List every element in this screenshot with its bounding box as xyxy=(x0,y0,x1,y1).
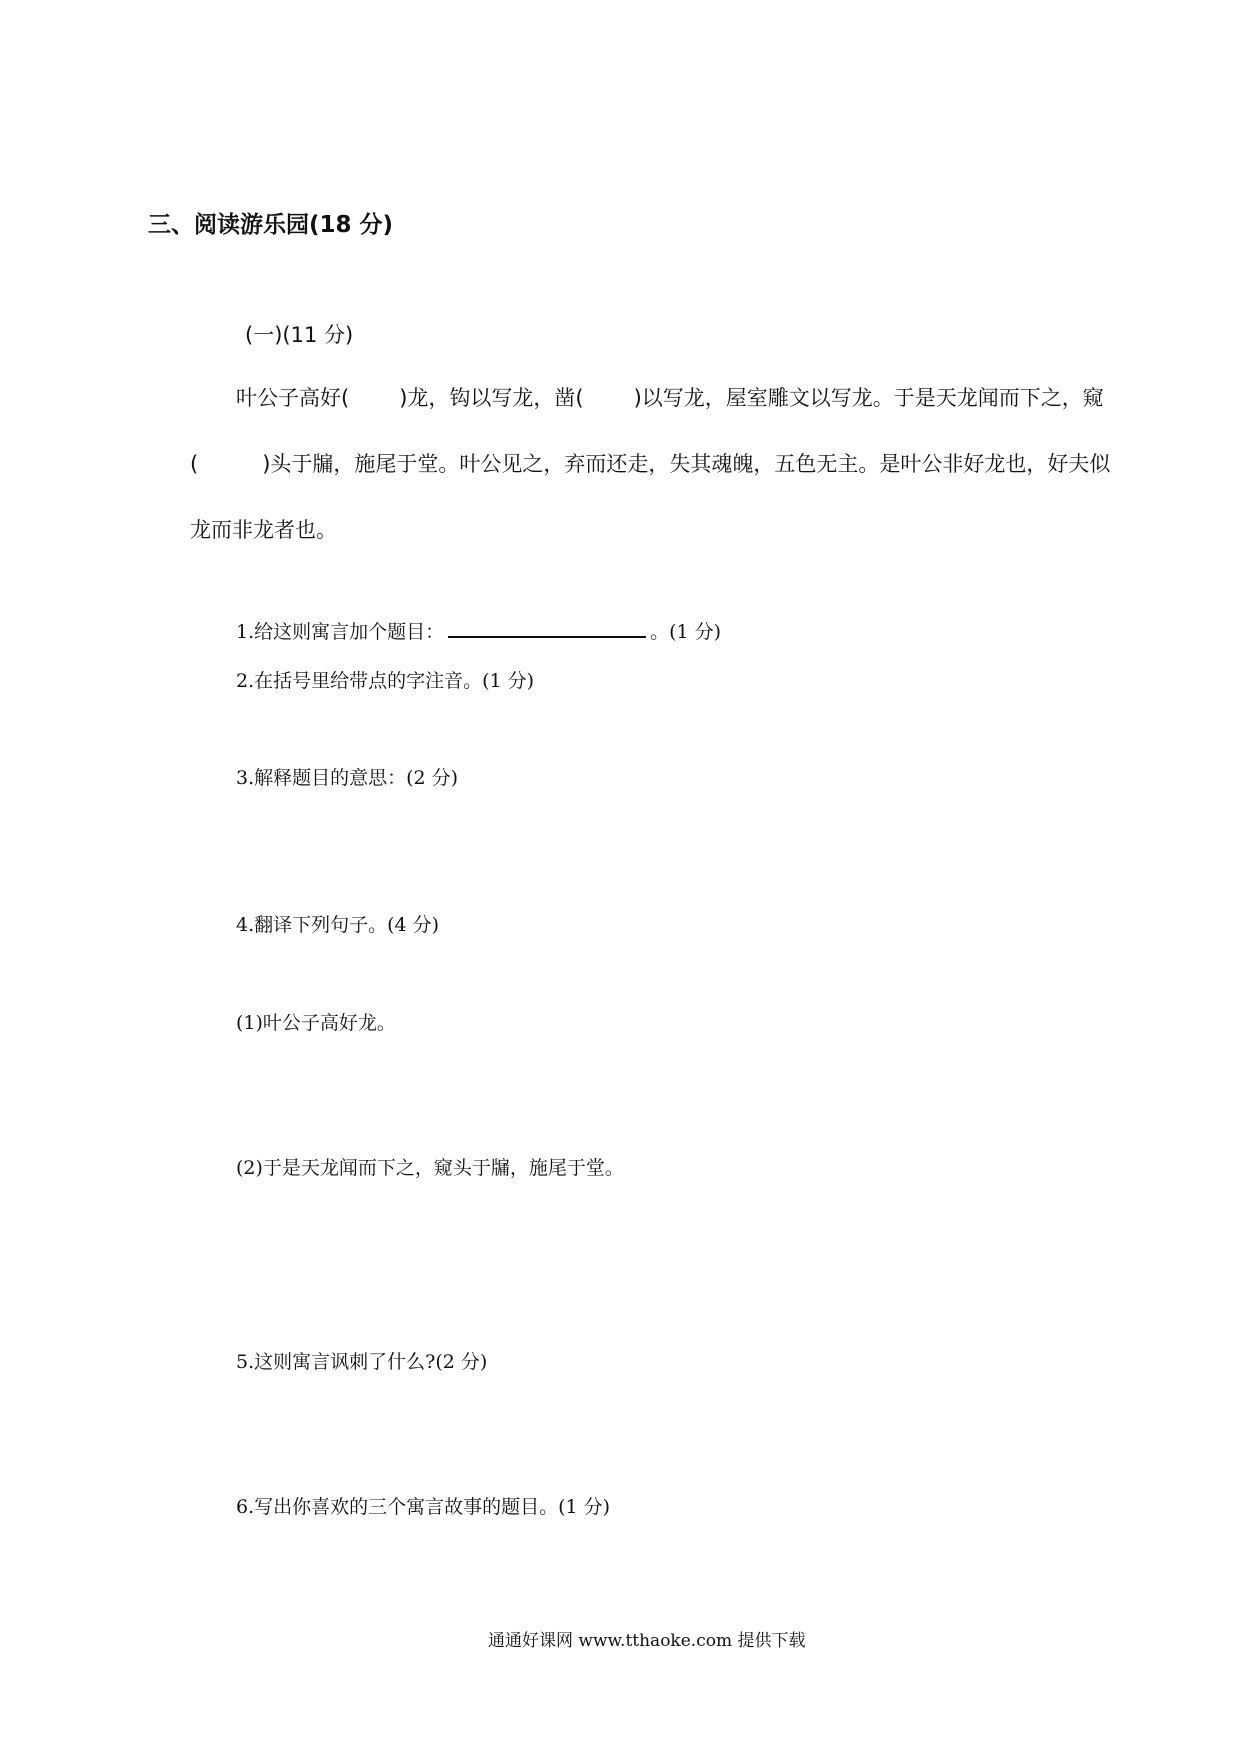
question-6: 6.写出你喜欢的三个寓言故事的题目。(1 分) xyxy=(236,1496,611,1518)
question-4: 4.翻译下列句子。(4 分) xyxy=(236,914,440,936)
question-4-item-2: (2)于是天龙闻而下之，窥头于牖，施尾于堂。 xyxy=(236,1157,624,1179)
passage-line-3: 龙而非龙者也。 xyxy=(190,518,337,542)
footer-source: 通通好课网 www.tthaoke.com 提供下载 xyxy=(488,1631,806,1651)
question-text: 。(1 分) xyxy=(650,621,722,643)
question-2: 2.在括号里给带点的字注音。(1 分) xyxy=(236,670,535,692)
passage-line-2 xyxy=(190,448,1110,478)
answer-blank[interactable] xyxy=(448,618,646,638)
passage-text: )以写龙，屋室雕文以写龙。于是天龙闻而下之，窥 xyxy=(633,386,1104,410)
part-title: (一)(11 分) xyxy=(245,323,354,347)
passage-text: ( xyxy=(190,452,199,476)
question-3: 3.解释题目的意思：(2 分) xyxy=(236,767,459,789)
question-5: 5.这则寓言讽刺了什么?(2 分) xyxy=(236,1351,488,1373)
question-4-item-1: (1)叶公子高好龙。 xyxy=(236,1012,396,1034)
question-text: 1.给这则寓言加个题目： xyxy=(236,621,445,643)
passage-text: )龙，钩以写龙，凿( xyxy=(399,386,584,410)
passage-text: 叶公子高好( xyxy=(236,386,350,410)
section-title: 三、阅读游乐园(18 分) xyxy=(148,212,394,238)
passage-line-1 xyxy=(236,382,1104,412)
question-1 xyxy=(236,617,721,644)
passage-text: )头于牖，施尾于堂。叶公见之，弃而还走，失其魂魄，五色无主。是叶公非好龙也，好夫似 xyxy=(262,452,1111,476)
